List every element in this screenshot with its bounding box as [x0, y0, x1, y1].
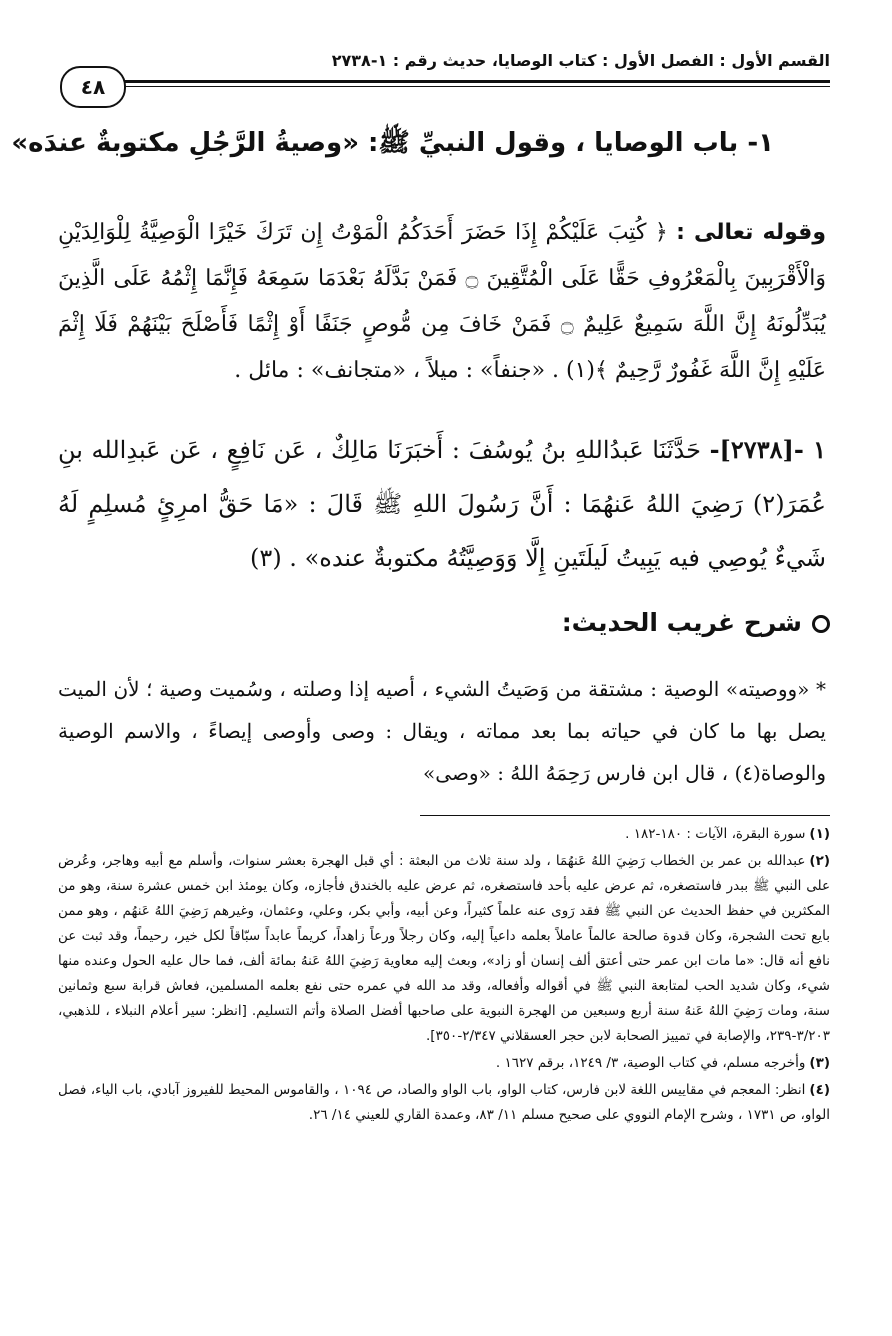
- explanation-paragraph: * «ووصيته» الوصية : مشتقة من وَصَيتُ الشيء ، أصيه إذا وصلته ، وسُميت وصية ؛ لأن الميت يصل بها ما كان في حياته بما بعد مماته ، ويقال : وصى وأوصى إيصاءً ، والاسم الوصية والوصاة(٤) ، قال ابن فارس رَحِمَهُ اللهُ : «وصى»: [58, 677, 826, 785]
- hadith-paragraph: [58, 423, 826, 585]
- verse-lead: وقوله تعالى :: [676, 220, 826, 245]
- circle-bullet-icon: [812, 615, 830, 633]
- header-rule-thick: [120, 80, 830, 83]
- header-rule-thin: [120, 86, 830, 87]
- section-heading-text: شرح غريب الحديث:: [561, 608, 802, 637]
- footnotes: [58, 822, 830, 1130]
- hadith-number: ١ -[٢٧٣٨]-: [709, 435, 826, 464]
- chapter-title: ١- باب الوصايا ، وقول النبيِّ ﷺ: «وصيةُ الرَّجُلِ مكتوبةٌ عندَه»: [11, 128, 774, 158]
- footnote: (٢)عبدالله بن عمر بن الخطاب رَضِيَ اللهُ عَنهُمَا ، ولد سنة ثلاث من البعثة : أي قبل الهجرة بعشر سنوات، وأسلم مع أبيه وهاجر، وعُرض على النبي ﷺ ببدر فاستصغره، ثم عرض عليه بأحد فاستصغره، ثم عرض عليه بالخندق فأجازه، وكان يومئذ ابن خمس عشرة سنة، وهو من المكثرين في حفظ الحديث عن النبي ﷺ فقد رَوى عنه علماً كثيراً، وعن أبيه، وأبي بكر، وعلي، وعثمان، وغيرهم رَضِيَ اللهُ عَنهُم ، وهو ممن بايع تحت الشجرة، وكان قدوة صالحة عالماً عاملاً بعلمه داعياً إليه، وكان رجلاً ورعاً زاهداً، كريماً عابداً سبّاقاً لكل خير، رحيماً، وقد ثبت عن نافع أنه قال: «ما مات ابن عمر حتى أعتق ألف إنسان أو زاد»، وبعث إليه معاوية رَضِيَ اللهُ عَنهُ بمائة ألف، فما حال عليه الحول وعنده منها شيء، وكان شديد الحب لمتابعة النبي ﷺ في أقواله وأفعاله، وقد مد الله في عمره حتى نفع بعلمه المسلمين، فعاش قرابة سبع وثمانين سنة، ومات رَضِيَ اللهُ عَنهُ سنة أربع وسبعين من الهجرة النبوية على صاحبها أفضل الصلاة وأتم التسليم. [انظر: سير أعلام النبلاء ، للذهبي، ٣/٢٠٣-٢٣٩، والإصابة في تمييز الصحابة لابن حجر العسقلاني ٢/٣٤٧-٣٥٠].: [58, 853, 830, 1044]
- footnote: (١)سورة البقرة، الآيات : ١٨٠-١٨٢ .: [625, 826, 830, 842]
- verse-text: ﴿ كُتِبَ عَلَيْكُمْ إِذَا حَضَرَ أَحَدَكُمُ الْمَوْتُ إِن تَرَكَ خَيْرًا الْوَصِيَّةُ لِلْوَالِدَيْنِ وَالْأَقْرَبِينَ بِالْمَعْرُوفِ حَقًّا عَلَى الْمُتَّقِينَ ۝ فَمَنْ بَدَّلَهُ بَعْدَمَا سَمِعَهُ فَإِنَّمَا إِثْمُهُ عَلَى الَّذِينَ يُبَدِّلُونَهُ إِنَّ اللَّهَ سَمِيعٌ عَلِيمٌ ۝ فَمَنْ خَافَ مِن مُّوصٍ جَنَفًا أَوْ إِثْمًا فَأَصْلَحَ بَيْنَهُمْ فَلَا إِثْمَ عَلَيْهِ إِنَّ اللَّهَ غَفُورٌ رَّحِيمٌ ﴾(١) . «جنفاً» : ميلاً ، «متجانف» : مائل .: [58, 220, 826, 383]
- page-number-badge: ٤٨: [60, 66, 126, 108]
- footnote: (٣)وأخرجه مسلم، في كتاب الوصية، ٣/ ١٢٤٩، برقم ١٦٢٧ .: [495, 1055, 830, 1071]
- footnote-separator: [420, 815, 830, 816]
- quran-verse-paragraph: [58, 210, 826, 394]
- footnote: (٤)انظر: المعجم في مقاييس اللغة لابن فارس، كتاب الواو، باب الواو والصاد، ص ١٠٩٤ ، والقاموس المحيط للفيروز آبادي، باب الياء، فصل الواو، ص ١٧٣١ ، وشرح الإمام النووي على صحيح مسلم ١١/ ٨٣، وعمدة القاري للعيني ١٤/ ٢٦.: [58, 1082, 831, 1123]
- section-heading: [400, 603, 830, 643]
- hadith-text: حَدَّثَنَا عَبدُاللهِ بنُ يُوسُفَ : أَخبَرَنَا مَالِكٌ ، عَن نَافِعٍ ، عَن عَبدِالله بنِ عُمَرَ(٢) رَضِيَ اللهُ عَنهُمَا : أَنَّ رَسُولَ اللهِ ﷺ قَالَ : «مَا حَقُّ امرِئٍ مُسلِمٍ لَهُ شَيءٌ يُوصِي فيه يَبِيتُ لَيلَتَينِ إِلَّا وَوَصِيَّتُهُ مكتوبةٌ عنده» . (٣): [58, 436, 826, 572]
- running-header: القسم الأول : الفصل الأول : كتاب الوصايا، حديث رقم : ١-٢٧٣٨: [331, 51, 830, 70]
